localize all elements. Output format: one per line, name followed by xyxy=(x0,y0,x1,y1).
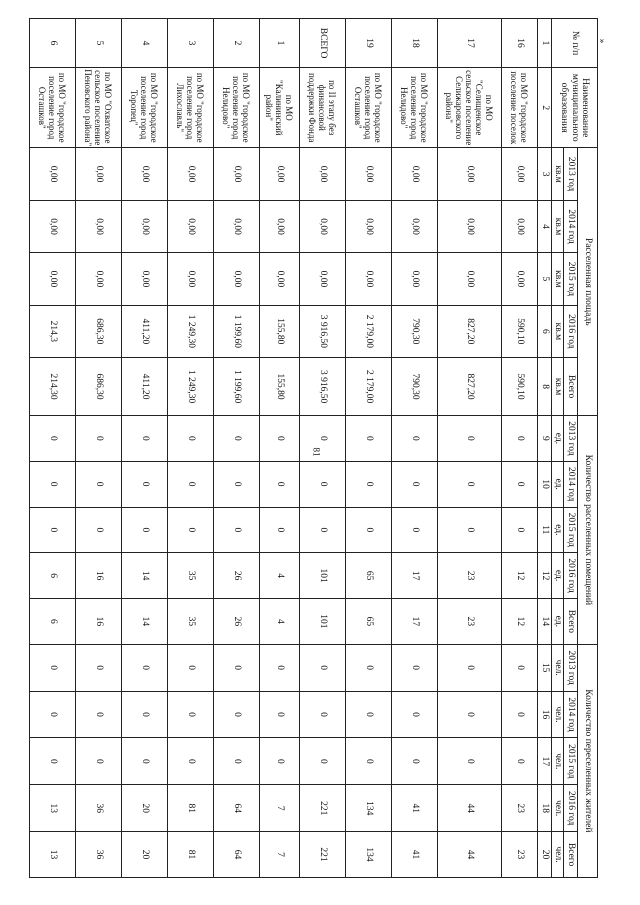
header-unit: чел. xyxy=(552,738,564,785)
table-cell: 0 xyxy=(76,691,122,738)
row-number: 17 xyxy=(438,19,502,68)
table-cell: 0 xyxy=(168,644,214,691)
table-cell: 0 xyxy=(502,416,538,462)
header-year: 2014 год xyxy=(564,461,578,507)
row-number: 5 xyxy=(76,19,122,68)
table-header xyxy=(538,19,598,878)
table-cell: 65 xyxy=(346,598,392,644)
table-cell: 101 xyxy=(300,598,346,644)
table-cell: 214,30 xyxy=(30,358,76,416)
municipality-name: по МО "Селищенское сельское поселение Селижаровского района" xyxy=(438,68,502,148)
table-cell: 81 xyxy=(168,832,214,878)
header-unit: чел. xyxy=(552,832,564,878)
table-cell: 44 xyxy=(438,832,502,878)
table-cell: 7 xyxy=(260,832,300,878)
table-cell: 155,80 xyxy=(260,305,300,357)
header-total: Всего xyxy=(564,358,578,416)
header-unit: кв.м xyxy=(552,200,564,252)
municipality-name: по МО "городское поселение город Нелидово" xyxy=(392,68,438,148)
table-cell: 36 xyxy=(76,785,122,832)
table-cell: 0,00 xyxy=(168,200,214,252)
table-cell: 0 xyxy=(76,507,122,553)
table-cell: 0 xyxy=(168,691,214,738)
header-total: Всего xyxy=(564,598,578,644)
table-cell: 0 xyxy=(346,738,392,785)
municipality-name: по МО "городское поселение город Торопец" xyxy=(122,68,168,148)
table-cell: 0 xyxy=(392,691,438,738)
column-index: 4 xyxy=(538,200,552,252)
municipality-name: по МО "Калининский район" xyxy=(260,68,300,148)
table-cell: 221 xyxy=(300,785,346,832)
column-index: 8 xyxy=(538,358,552,416)
header-year: 2015 год xyxy=(564,738,578,785)
table-cell: 0,00 xyxy=(392,200,438,252)
header-year: 2014 год xyxy=(564,691,578,738)
header-year: 2014 год xyxy=(564,200,578,252)
header-year: 2013 год xyxy=(564,644,578,691)
table-cell: 0,00 xyxy=(502,148,538,200)
table-cell: 0 xyxy=(168,416,214,462)
table-cell: 36 xyxy=(76,832,122,878)
table-cell: 0 xyxy=(392,416,438,462)
table-cell: 0 xyxy=(168,738,214,785)
header-unit: кв.м xyxy=(552,253,564,305)
municipality-name: по МО "городское поселение поселок xyxy=(502,68,538,148)
row-number: 18 xyxy=(392,19,438,68)
column-index: 2 xyxy=(538,68,552,148)
table-cell: 4 xyxy=(260,598,300,644)
table-cell: 0 xyxy=(260,644,300,691)
table-cell: 13 xyxy=(30,832,76,878)
table-cell: 0,00 xyxy=(122,148,168,200)
table-cell: 0 xyxy=(300,644,346,691)
table-cell: 7 xyxy=(260,785,300,832)
column-index: 3 xyxy=(538,148,552,200)
table-cell: 0 xyxy=(392,461,438,507)
table-cell: 23 xyxy=(502,832,538,878)
table-cell: 0 xyxy=(122,691,168,738)
table-cell: 0,00 xyxy=(30,253,76,305)
table-cell: 0,00 xyxy=(214,253,260,305)
table-cell: 0,00 xyxy=(76,253,122,305)
resettlement-table xyxy=(29,18,598,878)
table-cell: 0,00 xyxy=(346,148,392,200)
table-cell: 41 xyxy=(392,785,438,832)
table-cell: 0 xyxy=(438,691,502,738)
table-cell: 6 xyxy=(30,553,76,599)
header-unit: чел. xyxy=(552,785,564,832)
table-cell: 0,00 xyxy=(122,200,168,252)
table-cell: 0 xyxy=(438,461,502,507)
corner-mark: » xyxy=(597,38,608,44)
table-cell: 411,20 xyxy=(122,305,168,357)
table-cell: 0,00 xyxy=(76,148,122,200)
table-cell: 4 xyxy=(260,553,300,599)
column-index: 11 xyxy=(538,507,552,553)
table-cell: 0 xyxy=(30,644,76,691)
table-row xyxy=(168,19,214,878)
table-cell: 0 xyxy=(168,461,214,507)
table-cell: 41 xyxy=(392,832,438,878)
table-cell: 0 xyxy=(30,738,76,785)
column-index: 17 xyxy=(538,738,552,785)
table-cell: 26 xyxy=(214,553,260,599)
table-cell: 0,00 xyxy=(214,148,260,200)
table-cell: 0 xyxy=(392,738,438,785)
table-cell: 23 xyxy=(438,553,502,599)
table-cell: 0,00 xyxy=(392,253,438,305)
header-year: 2015 год xyxy=(564,253,578,305)
table-cell: 686,30 xyxy=(76,305,122,357)
table-cell: 3 916,50 xyxy=(300,358,346,416)
table-cell: 0 xyxy=(30,691,76,738)
header-unit: ед. xyxy=(552,416,564,462)
table-cell: 1 199,60 xyxy=(214,358,260,416)
header-name: Наименование муниципального образования xyxy=(552,68,598,148)
table-cell: 0,00 xyxy=(214,200,260,252)
table-cell: 0 xyxy=(260,461,300,507)
table-cell: 0 xyxy=(122,644,168,691)
table-cell: 0 xyxy=(30,416,76,462)
table-cell: 23 xyxy=(438,598,502,644)
table-cell: 0 xyxy=(502,644,538,691)
table-cell: 2 179,00 xyxy=(346,358,392,416)
table-cell: 590,10 xyxy=(502,358,538,416)
table-cell: 0 xyxy=(438,738,502,785)
column-index: 1 xyxy=(538,19,552,68)
column-index: 14 xyxy=(538,598,552,644)
header-unit: чел. xyxy=(552,644,564,691)
table-cell: 0,00 xyxy=(392,148,438,200)
table-cell: 155,80 xyxy=(260,358,300,416)
municipality-name: по МО "городское поселение город Осташков" xyxy=(346,68,392,148)
table-cell: 0 xyxy=(346,461,392,507)
header-year: 2013 год xyxy=(564,416,578,462)
table-cell: 0,00 xyxy=(300,253,346,305)
header-unit: ед. xyxy=(552,507,564,553)
table-cell: 0 xyxy=(346,644,392,691)
table-cell: 101 xyxy=(300,553,346,599)
header-unit: чел. xyxy=(552,691,564,738)
row-number: 16 xyxy=(502,19,538,68)
table-cell: 12 xyxy=(502,598,538,644)
column-index: 10 xyxy=(538,461,552,507)
table-cell: 6 xyxy=(30,598,76,644)
table-cell: 0 xyxy=(300,738,346,785)
table-cell: 0,00 xyxy=(438,253,502,305)
table-cell: 221 xyxy=(300,832,346,878)
table-cell: 0 xyxy=(438,644,502,691)
table-row xyxy=(438,19,502,878)
table-cell: 26 xyxy=(214,598,260,644)
column-index: 12 xyxy=(538,553,552,599)
header-year: 2016 год xyxy=(564,305,578,357)
column-index: 18 xyxy=(538,785,552,832)
table-cell: 20 xyxy=(122,785,168,832)
table-cell: 0,00 xyxy=(168,253,214,305)
table-cell: 0,00 xyxy=(346,200,392,252)
column-index-row xyxy=(538,19,552,878)
table-cell: 65 xyxy=(346,553,392,599)
row-number: ВСЕГО xyxy=(300,19,346,68)
table-cell: 0 xyxy=(214,416,260,462)
table-row xyxy=(346,19,392,878)
table-cell: 0 xyxy=(76,644,122,691)
table-cell: 0 xyxy=(346,691,392,738)
table-cell: 16 xyxy=(76,598,122,644)
row-number: 2 xyxy=(214,19,260,68)
table-cell: 35 xyxy=(168,598,214,644)
table-cell: 0 xyxy=(300,691,346,738)
table-cell: 0,00 xyxy=(438,148,502,200)
table-cell: 0 xyxy=(168,507,214,553)
table-cell: 17 xyxy=(392,598,438,644)
municipality-name: по МО "городское поселение город Нелидово" xyxy=(214,68,260,148)
table-cell: 20 xyxy=(122,832,168,878)
table-cell: 0 xyxy=(214,507,260,553)
table-cell: 0 xyxy=(214,691,260,738)
municipality-name: по МО "городское поселение город Лихославль" xyxy=(168,68,214,148)
table-cell: 0,00 xyxy=(438,200,502,252)
table-cell: 0 xyxy=(260,416,300,462)
table-cell: 1 249,30 xyxy=(168,305,214,357)
table-cell: 0 xyxy=(122,416,168,462)
municipality-name: по II этапу без финансовой поддержки Фонда xyxy=(300,68,346,148)
column-index: 20 xyxy=(538,832,552,878)
table-cell: 0 xyxy=(260,507,300,553)
table-cell: 0 xyxy=(438,416,502,462)
header-year: 2016 год xyxy=(564,785,578,832)
table-cell: 64 xyxy=(214,785,260,832)
row-number: 4 xyxy=(122,19,168,68)
table-cell: 134 xyxy=(346,832,392,878)
table-cell: 0,00 xyxy=(300,148,346,200)
column-index: 16 xyxy=(538,691,552,738)
table-cell: 590,10 xyxy=(502,305,538,357)
table-cell: 134 xyxy=(346,785,392,832)
header-unit: кв.м xyxy=(552,148,564,200)
table-row xyxy=(300,19,346,878)
table-cell: 1 199,60 xyxy=(214,305,260,357)
table-cell: 0 xyxy=(214,644,260,691)
table-cell: 0 xyxy=(502,461,538,507)
table-row xyxy=(76,19,122,878)
table-cell: 0,00 xyxy=(260,200,300,252)
table-cell: 0 xyxy=(502,691,538,738)
table-cell: 0,00 xyxy=(502,200,538,252)
table-cell: 17 xyxy=(392,553,438,599)
header-area-group: Расселенная площадь xyxy=(578,148,598,416)
table-cell: 0,00 xyxy=(122,253,168,305)
table-cell: 790,30 xyxy=(392,305,438,357)
table-cell: 14 xyxy=(122,598,168,644)
table-cell: 827,20 xyxy=(438,358,502,416)
table-cell: 0 xyxy=(300,507,346,553)
table-cell: 790,30 xyxy=(392,358,438,416)
header-total: Всего xyxy=(564,832,578,878)
header-unit: кв.м xyxy=(552,305,564,357)
table-cell: 0,00 xyxy=(346,253,392,305)
table-cell: 1 249,30 xyxy=(168,358,214,416)
table-cell: 35 xyxy=(168,553,214,599)
table-row xyxy=(30,19,76,878)
header-unit: кв.м xyxy=(552,358,564,416)
rotated-page xyxy=(36,18,598,878)
column-index: 5 xyxy=(538,253,552,305)
table-cell: 0 xyxy=(122,507,168,553)
table-cell: 0 xyxy=(30,461,76,507)
table-cell: 827,20 xyxy=(438,305,502,357)
table-cell: 0 xyxy=(214,738,260,785)
table-row xyxy=(214,19,260,878)
table-row xyxy=(502,19,538,878)
header-unit: ед. xyxy=(552,553,564,599)
table-cell: 44 xyxy=(438,785,502,832)
table-cell: 0 xyxy=(392,644,438,691)
column-index: 6 xyxy=(538,305,552,357)
municipality-name: по МО "Охватское сельское поселение Пеновского района" xyxy=(76,68,122,148)
table-cell: 0 xyxy=(30,507,76,553)
table-cell: 411,20 xyxy=(122,358,168,416)
table-cell: 16 xyxy=(76,553,122,599)
table-cell: 0 xyxy=(438,507,502,553)
header-year: 2016 год xyxy=(564,553,578,599)
table-cell: 686,30 xyxy=(76,358,122,416)
column-index: 15 xyxy=(538,644,552,691)
page-number: 81 xyxy=(311,447,322,457)
table-cell: 0,00 xyxy=(30,148,76,200)
table-cell: 14 xyxy=(122,553,168,599)
column-index: 9 xyxy=(538,416,552,462)
header-people-group: Количество переселенных жителей xyxy=(578,644,598,877)
table-cell: 0 xyxy=(502,738,538,785)
table-cell: 0 xyxy=(346,507,392,553)
header-unit: ед. xyxy=(552,598,564,644)
table-cell: 13 xyxy=(30,785,76,832)
table-cell: 0 xyxy=(346,416,392,462)
table-cell: 23 xyxy=(502,785,538,832)
table-cell: 64 xyxy=(214,832,260,878)
table-row xyxy=(122,19,168,878)
table-cell: 0,00 xyxy=(260,148,300,200)
table-cell: 0 xyxy=(76,416,122,462)
table-cell: 0,00 xyxy=(30,200,76,252)
table-cell: 0 xyxy=(76,461,122,507)
header-unit: ед. xyxy=(552,461,564,507)
row-number: 19 xyxy=(346,19,392,68)
table-cell: 0,00 xyxy=(76,200,122,252)
table-cell: 0,00 xyxy=(502,253,538,305)
table-cell: 0,00 xyxy=(168,148,214,200)
table-cell: 3 916,50 xyxy=(300,305,346,357)
table-cell: 0 xyxy=(122,738,168,785)
table-cell: 0 xyxy=(260,691,300,738)
row-number: 3 xyxy=(168,19,214,68)
table-body xyxy=(30,19,538,878)
table-cell: 0,00 xyxy=(300,200,346,252)
header-year: 2015 год xyxy=(564,507,578,553)
table-cell: 0 xyxy=(502,507,538,553)
header-year: 2013 год xyxy=(564,148,578,200)
table-cell: 214,3 xyxy=(30,305,76,357)
table-row xyxy=(392,19,438,878)
table-cell: 0 xyxy=(76,738,122,785)
table-cell: 0 xyxy=(300,416,346,462)
table-row xyxy=(260,19,300,878)
table-cell: 0 xyxy=(300,461,346,507)
table-cell: 12 xyxy=(502,553,538,599)
row-number: 1 xyxy=(260,19,300,68)
table-cell: 0,00 xyxy=(260,253,300,305)
table-cell: 2 179,00 xyxy=(346,305,392,357)
table-cell: 0 xyxy=(392,507,438,553)
row-number: 6 xyxy=(30,19,76,68)
header-rooms-group: Количество расселенных помещений xyxy=(578,416,598,645)
table-cell: 81 xyxy=(168,785,214,832)
municipality-name: по МО "городское поселение город Осташков" xyxy=(30,68,76,148)
table-cell: 0 xyxy=(260,738,300,785)
table-cell: 0 xyxy=(214,461,260,507)
table-cell: 0 xyxy=(122,461,168,507)
header-num: № п/п xyxy=(552,19,598,68)
